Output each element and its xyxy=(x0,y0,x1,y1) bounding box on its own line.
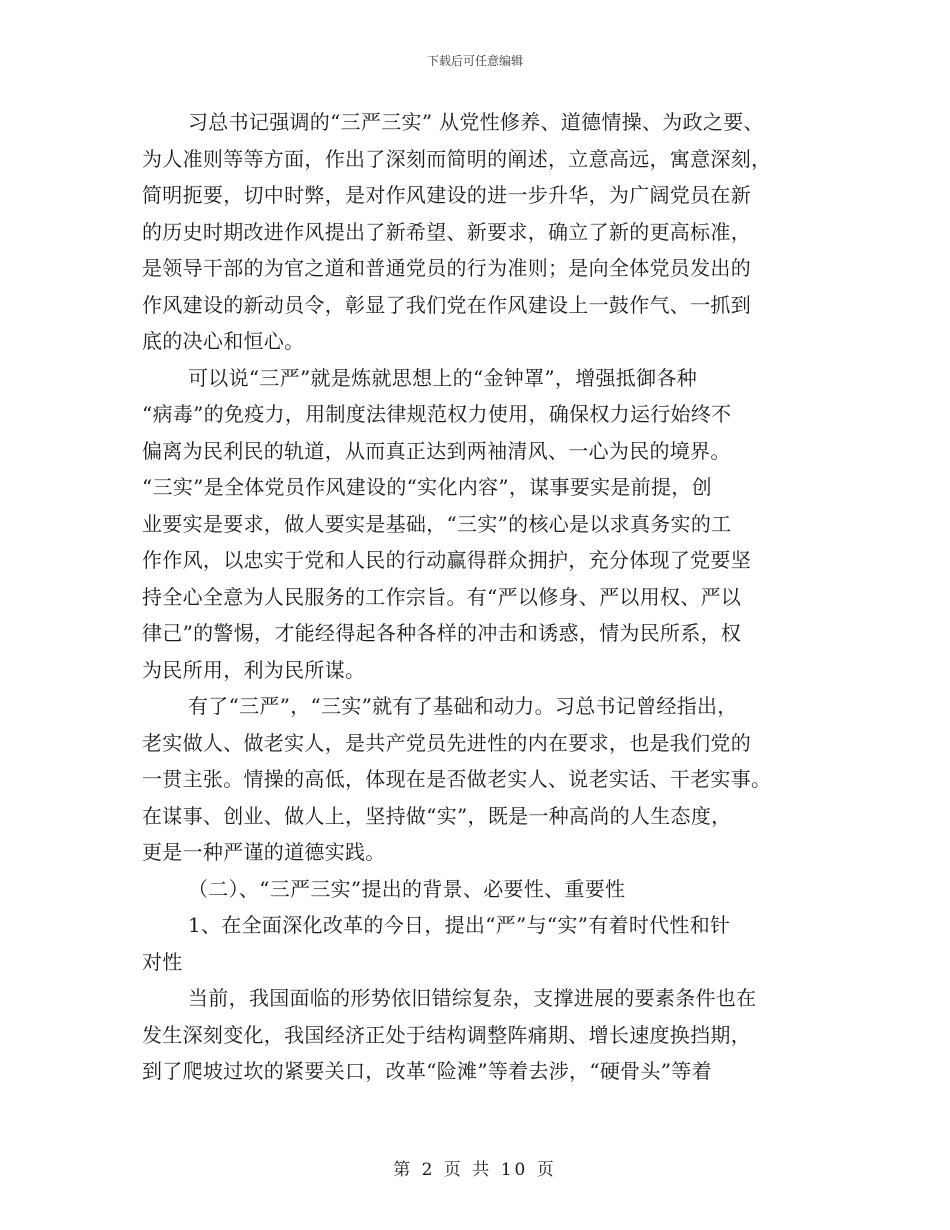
text-line: 作作风，以忠实于党和人民的行动赢得群众拥护，充分体现了党要坚 xyxy=(142,548,751,572)
text-line: 一贯主张。情操的高低，体现在是否做老实人、说老实话、干老实事。 xyxy=(142,767,772,791)
text-line: 偏离为民利民的轨道，从而真正达到两袖清风、一心为民的境界。 xyxy=(142,438,731,463)
text-line: 持全心全意为人民服务的工作宗旨。有“严以修身、严以用权、严以 xyxy=(142,584,742,609)
document-body xyxy=(142,104,822,1090)
text-line: 业要实是要求，做人要实是基础，“三实”的核心是以求真务实的工 xyxy=(142,511,732,536)
page-header: 下载后可任意编辑 xyxy=(426,54,523,68)
text-line: 到了爬坡过坎的紧要关口，改革“险滩”等着去涉，“硬骨头”等着 xyxy=(142,1059,712,1083)
page-number: 第 2 页 共 10 页 xyxy=(393,1160,557,1180)
text-line: 可以说“三严”就是炼就思想上的“金钟罩”，增强抵御各种 xyxy=(188,365,697,390)
text-line: 发生深刻变化，我国经济正处于结构调整阵痛期、增长速度换挡期， xyxy=(142,1022,751,1047)
text-line: 有了“三严”，“三实”就有了基础和动力。习总书记曾经指出， xyxy=(188,694,738,718)
subsection-heading: 1、在全面深化改革的今日，提出“严”与“实”有着时代性和针 xyxy=(188,913,731,937)
text-line: 老实做人、做老实人，是共产党员先进性的内在要求，也是我们党的 xyxy=(142,730,751,755)
text-line: 是领导干部的为官之道和普通党员的行为准则；是向全体党员发出的 xyxy=(142,256,751,280)
section-heading: （二）、“三严三实”提出的背景、必要性、重要性 xyxy=(188,876,626,901)
text-line: 简明扼要，切中时弊，是对作风建设的进一步升华，为广阔党员在新 xyxy=(142,183,751,207)
text-line: 当前，我国面临的形势依旧错综复杂，支撑进展的要素条件也在 xyxy=(188,986,757,1010)
text-line: “三实”是全体党员作风建设的“实化内容”，谋事要实是前提，创 xyxy=(142,475,712,499)
text-line: 底的决心和恒心。 xyxy=(142,329,305,353)
text-line: 律己”的警惕，才能经得起各种各样的冲击和诱惑，情为民所系，权 xyxy=(142,621,742,645)
text-line: 习总书记强调的“三严三实” 从党性修养、道德情操、为政之要、 xyxy=(188,110,764,134)
subsection-heading-continued: 对性 xyxy=(142,949,183,974)
text-line: 的历史时期改进作风提出了新希望、新要求，确立了新的更高标准， xyxy=(142,219,751,244)
text-line: “病毒”的免疫力，用制度法律规范权力使用，确保权力运行始终不 xyxy=(142,402,732,426)
text-line: 为人准则等等方面，作出了深刻而简明的阐述，立意高远，寓意深刻， xyxy=(142,146,772,171)
text-line: 在谋事、创业、做人上，坚持做“实”，既是一种高尚的人生态度， xyxy=(142,803,732,828)
text-line: 为民所用，利为民所谋。 xyxy=(142,657,366,682)
text-line: 更是一种严谨的道德实践。 xyxy=(142,840,386,864)
text-line: 作风建设的新动员令，彰显了我们党在作风建设上一鼓作气、一抓到 xyxy=(142,292,751,317)
